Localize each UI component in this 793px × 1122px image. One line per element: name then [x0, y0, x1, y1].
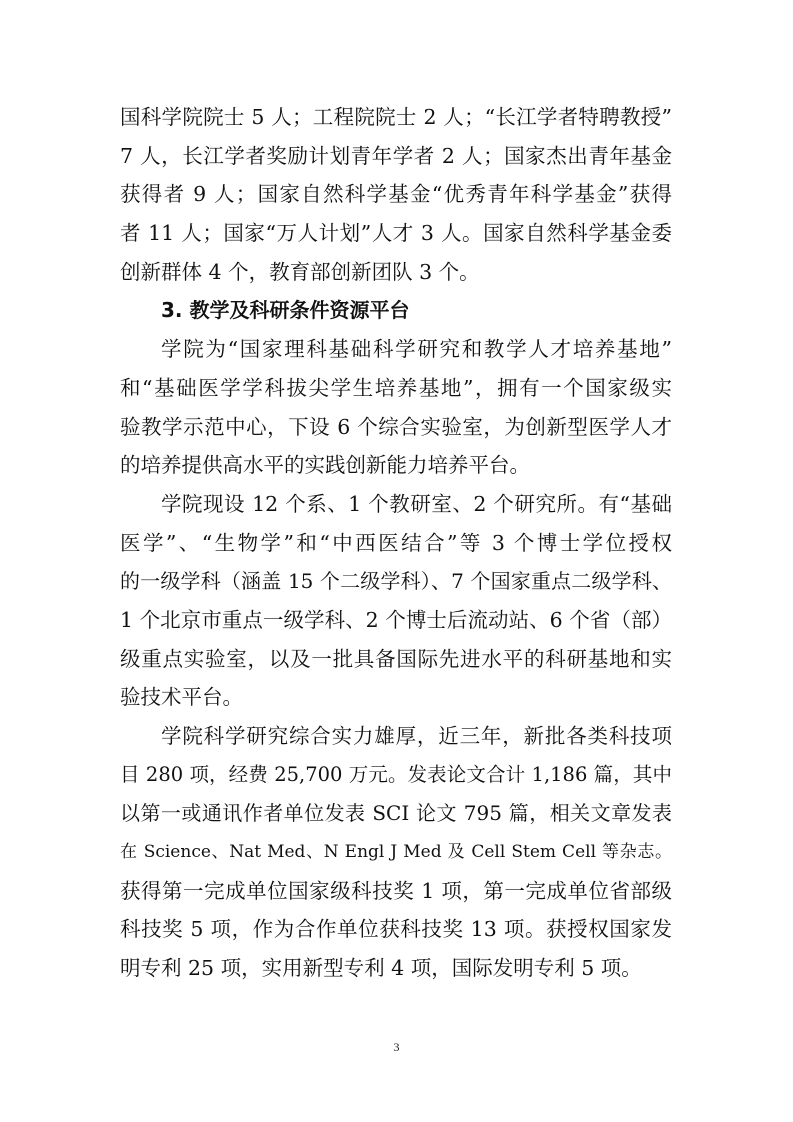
text-line-2: 7 人，长江学者奖励计划青年学者 2 人；国家杰出青年基金 [120, 143, 672, 168]
text-line-12: 医学”、“生物学”和“中西医结合”等 3 个博士学位授权 [120, 530, 672, 555]
text-line-8: 和“基础医学学科拔尖学生培养基地”，拥有一个国家级实 [120, 375, 672, 400]
text-line-22: 科技奖 5 项，作为合作单位获科技奖 13 项。获授权国家发 [120, 917, 672, 942]
text-line-3: 获得者 9 人；国家自然科学基金“优秀青年科学基金”获得 [120, 182, 672, 207]
text-line-9: 验教学示范中心，下设 6 个综合实验室，为创新型医学人才 [120, 414, 672, 439]
text-line-5: 创新群体 4 个，教育部创新团队 3 个。 [120, 259, 480, 284]
text-line-19: 以第一或通讯作者单位发表 SCI 论文 795 篇，相关文章发表 [120, 801, 672, 826]
text-line-10: 的培养提供高水平的实践创新能力培养平台。 [120, 453, 530, 478]
body-text [120, 98, 672, 988]
text-line-7: 学院为“国家理科基础科学研究和教学人才培养基地” [161, 337, 672, 362]
text-line-17: 学院科学研究综合实力雄厚，近三年，新批各类科技项 [161, 724, 672, 748]
text-line-11: 学院现设 12 个系、1 个教研室、2 个研究所。有“基础 [161, 491, 672, 516]
text-line-4: 者 11 人；国家“万人计划”人才 3 人。国家自然科学基金委 [120, 221, 672, 246]
text-line-14: 1 个北京市重点一级学科、2 个博士后流动站、6 个省（部） [120, 607, 672, 632]
text-line-20: 在 Science、Nat Med、N Engl J Med 及 Cell Stem Cell 等杂志。 [120, 842, 672, 863]
text-line-18: 目 280 项，经费 25,700 万元。发表论文合计 1,186 篇，其中 [120, 762, 672, 786]
text-line-15: 级重点实验室，以及一批具备国际先进水平的科研基地和实 [120, 646, 672, 671]
text-line-23: 明专利 25 项，实用新型专利 4 项，国际发明专利 5 项。 [120, 956, 642, 981]
text-line-1: 国科学院院士 5 人；工程院院士 2 人；“长江学者特聘教授” [120, 105, 672, 129]
text-line-21: 获得第一完成单位国家级科技奖 1 项，第一完成单位省部级 [120, 878, 672, 903]
text-line-13: 的一级学科（涵盖 15 个二级学科）、7 个国家重点二级学科、 [120, 569, 672, 594]
page-number: 3 [393, 1040, 400, 1054]
text-line-16: 验技术平台。 [120, 685, 243, 710]
section-heading: 3. 教学及科研条件资源平台 [161, 298, 410, 323]
